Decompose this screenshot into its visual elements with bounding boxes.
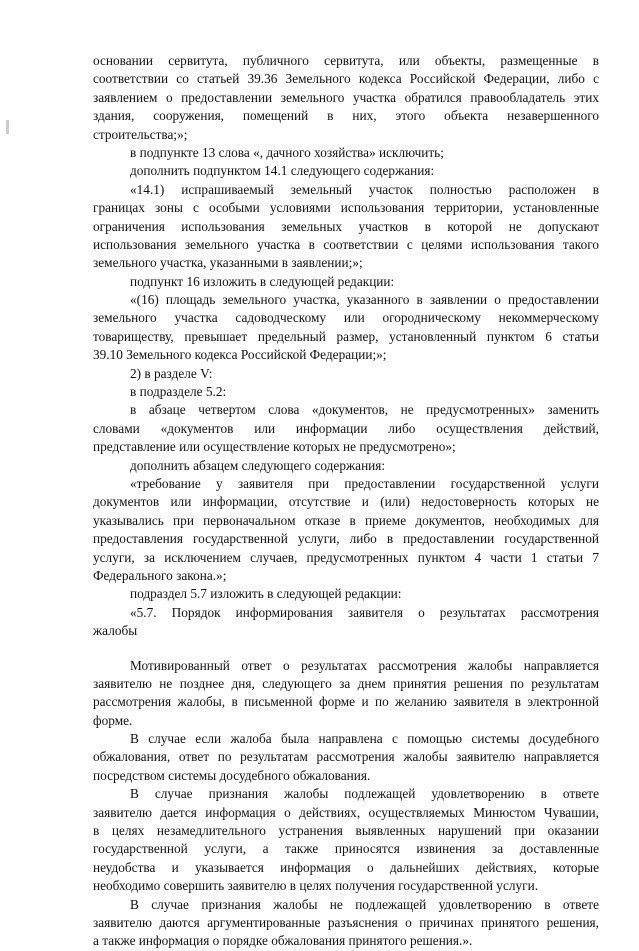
text-line: Федерального закона.»; <box>93 567 227 583</box>
text-line: основании сервитута, публичного сервитута, или объекты, размещенные в <box>93 53 599 68</box>
text-line: неудобства и указывается информация о дальнейших действиях, которые <box>93 859 599 875</box>
text-line: заявлением о предоставлении земельного участка обратился правообладатель этих <box>93 89 599 105</box>
text-line: в абзаце четвертом слова «документов, не предусмотренных» заменить <box>130 402 599 418</box>
text-line: В случае признания жалобы подлежащей удовлетворению в ответе <box>130 786 599 802</box>
text-line: В случае признания жалобы не подлежащей удовлетворению в ответе <box>130 896 599 912</box>
text-line: «5.7. Порядок информирования заявителя о результатах рассмотрения <box>130 604 599 620</box>
text-line: строительства;»; <box>93 126 188 142</box>
text-line: в целях незамедлительного устранения выявленных нарушений при оказании <box>93 823 599 839</box>
text-line: словами «документов или информации либо осуществления действий, <box>93 420 599 436</box>
text-line: услуги, за исключением случаев, предусмотренных пунктом 4 части 1 статьи 7 <box>93 549 599 565</box>
document-body <box>93 52 599 951</box>
text-line: заявителю дается информация о действиях, осуществляемых Минюстом Чувашии, <box>93 804 599 820</box>
text-line: дополнить подпунктом 14.1 следующего содержания: <box>130 163 435 179</box>
text-line: документов или информации, отсутствие и (или) недостоверность которых не <box>93 494 599 510</box>
text-line: государственной услуги, а также приносятся извинения за доставленные <box>93 841 599 857</box>
text-line: подраздел 5.7 изложить в следующей редакции: <box>130 586 402 602</box>
text-line: в подразделе 5.2: <box>130 384 227 400</box>
text-line: представление или осуществление которых не предусмотрено»; <box>93 439 456 455</box>
text-line: предоставления государственной услуги, либо в предоставлении государственной <box>93 531 599 547</box>
text-line: земельного участка садоводческому или огородническому некоммерческому <box>93 310 599 326</box>
text-line: указывались при первоначальном отказе в приеме документов, необходимых для <box>93 512 599 528</box>
text-line: в подпункте 13 слова «, дачного хозяйства» исключить; <box>130 144 444 160</box>
text-line: границах зоны с особыми условиями использования территории, установленные <box>93 200 599 216</box>
text-line: жалобы <box>93 623 138 639</box>
text-line: использования земельного участка в соответствии с целями использования такого <box>93 236 599 252</box>
paragraph-gap <box>93 641 599 657</box>
text-line: посредством системы досудебного обжалования. <box>93 767 371 783</box>
text-line: форме. <box>93 712 133 728</box>
text-line: «(16) площадь земельного участка, указанного в заявлении о предоставлении <box>130 292 599 308</box>
text-line: земельного участка, указанными в заявлении;»; <box>93 255 363 271</box>
text-line: Мотивированный ответ о результатах рассмотрения жалобы направляется <box>130 657 599 673</box>
text-line: обжалования, ответ по результатам рассмотрения жалобы заявителю направляется <box>93 749 599 765</box>
text-line: рассмотрения жалобы, в письменной форме и по желанию заявителя в электронной <box>93 694 599 710</box>
text-line: товариществу, превышает предельный размер, установленный пунктом 6 статьи <box>93 328 599 344</box>
text-line: необходимо совершить заявителю в целях получения государственной услуги. <box>93 878 539 894</box>
text-line: «14.1) испрашиваемый земельный участок полностью расположен в <box>130 181 599 197</box>
text-line: заявителю не позднее дня, следующего за днем принятия решения по результатам <box>93 675 599 691</box>
text-line: 39.10 Земельного кодекса Российской Федерации;»; <box>93 347 387 363</box>
text-line: соответствии со статьей 39.36 Земельного кодекса Российской Федерации, либо с <box>93 71 599 87</box>
scan-edge-mark <box>6 120 9 134</box>
text-line: «требование у заявителя при предоставлении государственной услуги <box>130 475 599 491</box>
text-line: 2) в разделе V: <box>130 365 213 381</box>
text-line: подпункт 16 изложить в следующей редакции: <box>130 273 395 289</box>
text-line: а также информация о порядке обжалования принятого решения.». <box>93 933 473 949</box>
text-line: здания, сооружения, помещений в них, этого объекта незавершенного <box>93 108 599 124</box>
text-line: В случае если жалоба была направлена с помощью системы досудебного <box>130 731 599 747</box>
text-line: ограничения использования земельных участков в которой не допускают <box>93 218 599 234</box>
text-line: заявителю даются аргументированные разъяснения о причинах принятого решения, <box>93 914 599 930</box>
text-line: дополнить абзацем следующего содержания: <box>130 457 386 473</box>
